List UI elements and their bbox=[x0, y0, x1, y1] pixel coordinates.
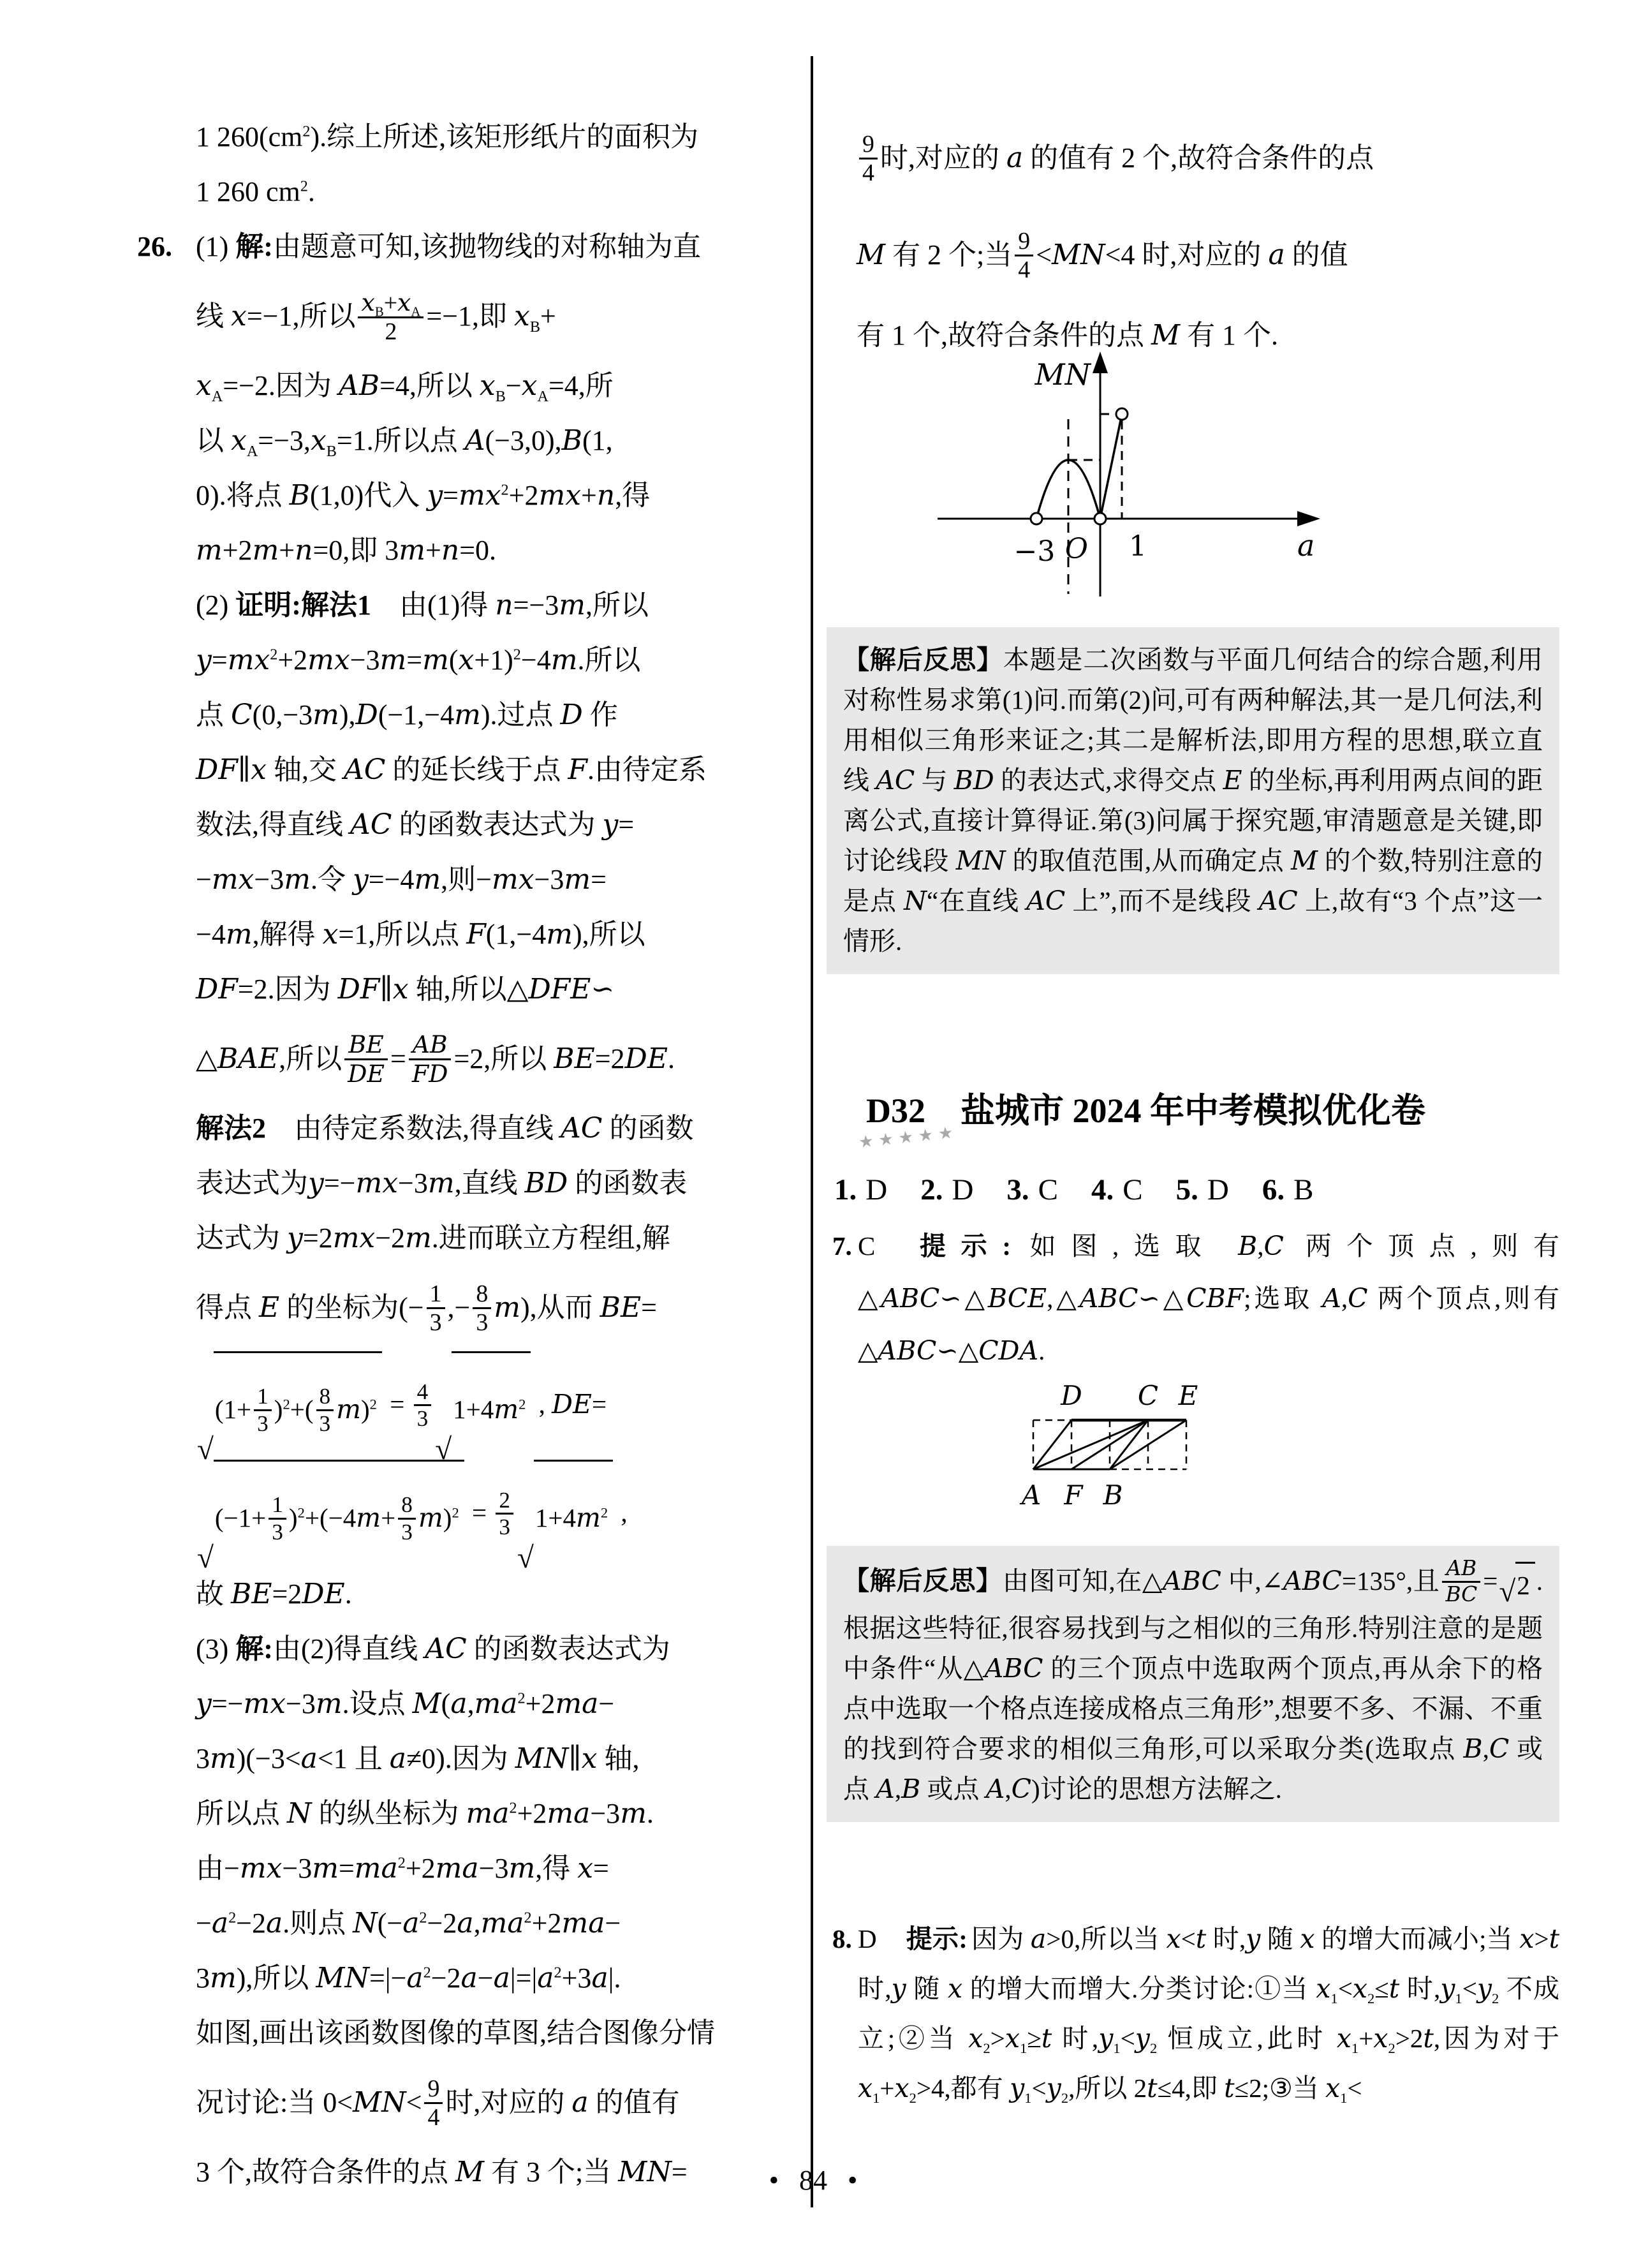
solution-text-line: 况讨论:当 0<MN< $\frac{9}{4}$ 时,对应的 a 的值有 bbox=[196, 2075, 680, 2131]
solution-text-line: 由$-mx-3m=ma^2+2ma-3m$,得 x= bbox=[196, 1852, 609, 1885]
y-axis-arrow bbox=[1093, 352, 1108, 373]
page-number bbox=[727, 2164, 899, 2197]
reflection-text: 由图可知,在△ABC 中,∠ABC=135°,且 $\frac{AB}{BC}$ = √ 2 .根据这些特征,很容易找到与之相似的三角形.特别注意的是题中条件“从△ABC 的三个顶点中选取两个顶点,再从余下的格点中选取一个格点连接成格点三角形”,想要不多、不漏、不重的找到符合要求的相似三角形,可以采取分类(选取点 B,C 或点 A,B 或点 A,C)讨论的思想方法解之. bbox=[843, 1556, 1543, 1805]
problem-7-solution bbox=[832, 1220, 1560, 1377]
y-axis-label: MN bbox=[1034, 357, 1091, 392]
section-title: 盐城市 2024 年中考模拟优化卷 bbox=[961, 1092, 1425, 1130]
solution-text-line: $\frac{9}{4}$ 时,对应的 a 的值有 2 个,故符合条件的点 bbox=[857, 110, 1561, 207]
solution-text-line: 0).将点 B(1,0)代入 $y=mx^2+2mx+n$,得 bbox=[196, 479, 651, 512]
answer-number: 2. bbox=[920, 1173, 943, 1206]
hint-label: 提示: bbox=[904, 1231, 1011, 1261]
solution-text-line: −4m,解得 x=1,所以点 F(1,−4m),所以 bbox=[196, 918, 645, 951]
choice-answer bbox=[920, 1173, 973, 1206]
solution-text-line: −mx−3m.令 y=−4m,则−mx−3m= bbox=[196, 863, 607, 896]
solution-text-line: √ (1+ $\frac{1}{3}$ )$^2$+( $\frac{8}{3}$ m)$^2$ = $\frac{4}{3}$ √ $1+4m^2$ , DE= bbox=[196, 1350, 795, 1458]
left-column bbox=[137, 110, 795, 2200]
answer-number: 6. bbox=[1262, 1173, 1285, 1206]
origin-label: O bbox=[1064, 533, 1088, 565]
solution-text-line: 1 $260(cm^2)$.综上所述,该矩形纸片的面积为 bbox=[196, 121, 699, 152]
problem-number: 8. bbox=[832, 1924, 852, 1953]
solution-text-line: (3) 解:由(2)得直线 AC 的函数表达式为 bbox=[196, 1633, 670, 1665]
section-code bbox=[857, 1091, 959, 1152]
problem-number: 7. bbox=[832, 1231, 852, 1261]
open-point-top bbox=[1116, 408, 1128, 420]
ray-segment bbox=[1100, 420, 1121, 519]
segment-AC bbox=[1033, 1420, 1148, 1469]
choice-answer bbox=[1091, 1173, 1143, 1206]
solution-text-line: DF∥x 轴,交 AC 的延长线于点 F.由待定系 bbox=[196, 753, 707, 786]
x-axis-arrow bbox=[1297, 511, 1320, 526]
solution-text-line: 所以点 N 的纵坐标为 $ma^2+2ma-3m$. bbox=[196, 1797, 654, 1830]
section-code-text: D32 bbox=[866, 1092, 925, 1130]
reflection-label: 【解后反思】 bbox=[843, 645, 1003, 674]
solution-text-line: √ (−1+ $\frac{1}{3}$ )$^2$+(−4m+ $\frac{8}{3}$ m)$^2$ = $\frac{2}{3}$ √ $1+4m^2$ , bbox=[196, 1458, 795, 1567]
lattice-grid-figure bbox=[1005, 1359, 1260, 1528]
answer-number: 3. bbox=[1006, 1173, 1029, 1206]
x-tick-1: 1 bbox=[1129, 530, 1147, 563]
solution-text-line: m+2m+n=0,即 3m+n=0. bbox=[196, 534, 497, 567]
solution-text-line: 故 BE=2DE. bbox=[196, 1578, 352, 1610]
solution-text-line: M 有 2 个;当 $\frac{9}{4}$ <MN<4 时,对应的 a 的值 bbox=[857, 228, 1348, 284]
reflection-text: 本题是二次函数与平面几何结合的综合题,利用对称性易求第(1)问.而第(2)问,可有两种解法,其一是几何法,利用相似三角形来证之;其二是解析法,即用方程的思想,联立直线 AC 与 BD 的表达式,求得交点 E 的坐标,再利用两点间的距离公式,直接计算得证.第(3)问属于探究题,审清题意是关键,即讨论线段 MN 的取值范围,从而确定点 M 的个数,特别注意的是点 N“在直线 AC 上”,而不是线段 AC 上,故有“3 个点”这一情形. bbox=[843, 645, 1543, 956]
answer-letter: D bbox=[865, 1173, 888, 1206]
reflection-box-7 bbox=[827, 1546, 1559, 1822]
open-point-origin bbox=[1094, 513, 1106, 524]
point-label-F: F bbox=[1064, 1479, 1083, 1511]
solution-text-line: (2) 证明:解法1 由(1)得 n=−3m,所以 bbox=[196, 589, 649, 621]
choice-answers-row bbox=[834, 1173, 1346, 1207]
solution-text-line: 3 个,故符合条件的点 M 有 3 个;当 MN= bbox=[196, 2156, 688, 2188]
hint-text: 因为 a>0,所以当 x<t 时,y 随 x 的增大而减小;当 x>t 时,y 随 x 的增大而增大.分类讨论:①当 $x_1<x_2\le t$ 时$,y_1<y_2$ 不成立;②当 $x_2>x_1\ge t$ 时$,y_1<y_2$ 恒成立,此时 $x_1+x_2>2t$,因为对于 $x_1+x_2>4$,都有 $y_1<y_2$,所以 2t≤4,即 t≤2;③当 $x_1<$ bbox=[858, 1923, 1560, 2107]
solution-text-line: 如图,画出该函数图像的草图,结合图像分情 bbox=[196, 2017, 715, 2049]
footer-page-number: 84 bbox=[799, 2165, 827, 2196]
choice-answer bbox=[1006, 1173, 1058, 1206]
left-column-lines bbox=[137, 110, 795, 2200]
right-column bbox=[857, 110, 1561, 367]
open-point-neg3 bbox=[1031, 513, 1042, 524]
solution-text-line: 3m)(−3<a<1 且 a≠0).因为 MN∥x 轴, bbox=[196, 1742, 640, 1775]
point-label-B: B bbox=[1103, 1479, 1123, 1511]
answer-letter: D bbox=[858, 1924, 877, 1953]
column-divider bbox=[811, 56, 813, 2207]
solution-text-line: 得点 E 的坐标为(− $\frac{1}{3}$ ,− $\frac{8}{3}$ m),从而 BE= bbox=[196, 1280, 657, 1337]
function-sketch-graph bbox=[912, 348, 1333, 606]
footer-dot: • bbox=[848, 2165, 858, 2196]
answer-letter: C bbox=[1123, 1173, 1143, 1206]
choice-answer bbox=[1176, 1173, 1229, 1206]
reflection-box-26 bbox=[827, 627, 1559, 974]
solution-text-line: $x_A=-2$.因为 AB=4,所以 $x_B-x_A=4$,所 bbox=[196, 369, 614, 405]
choice-answer bbox=[834, 1173, 887, 1206]
answer-number: 4. bbox=[1091, 1173, 1114, 1206]
answer-number: 5. bbox=[1175, 1173, 1198, 1206]
point-label-A: A bbox=[1021, 1479, 1042, 1511]
answer-letter: C bbox=[858, 1231, 876, 1261]
solution-text-line: y=−mx−3m.设点 $M(a,ma^2+2ma-$ bbox=[196, 1687, 615, 1720]
hint-label: 提示: bbox=[906, 1924, 968, 1953]
point-label-C: C bbox=[1137, 1380, 1159, 1411]
solution-text-line: 表达式为y=−mx−3m,直线 BD 的函数表 bbox=[196, 1167, 688, 1199]
answer-letter: B bbox=[1293, 1173, 1314, 1206]
solution-text-line: 有 1 个,故符合条件的点 M 有 1 个. bbox=[857, 319, 1279, 352]
answer-letter: C bbox=[1038, 1173, 1059, 1206]
answer-letter: D bbox=[1207, 1173, 1229, 1206]
answer-number: 1. bbox=[834, 1173, 857, 1206]
solution-text-line: $y=mx^2+2mx-3m=m(x+1)^2-4m$.所以 bbox=[196, 644, 641, 676]
solution-text-line: 3m),所以 $MN=|-a^2-2a-a|=|a^2+3a|$. bbox=[196, 1962, 621, 1994]
solution-text-line: 1 260 $cm^2$. bbox=[196, 176, 315, 207]
hint-text: 如图,选取 B,C 两个顶点,则有△ABC∽△BCE,△ABC∽△CBF;选取 A,C 两个顶点,则有△ABC∽△CDA. bbox=[858, 1231, 1560, 1366]
x-axis-label: a bbox=[1297, 528, 1315, 563]
choice-answer bbox=[1262, 1173, 1314, 1206]
point-label-D: D bbox=[1061, 1380, 1082, 1411]
solution-text-line: 线 x=−1,所以 $\frac{x_B+x_A}{2}$ =−1,即 $x_B+$ bbox=[196, 288, 556, 345]
solution-text-line: △BAE,所以 $\frac{BE}{DE}$ = $\frac{AB}{FD}$ =2,所以 BE=2DE. bbox=[196, 1030, 675, 1088]
right-column-lines bbox=[857, 110, 1561, 367]
section-header bbox=[857, 1083, 1561, 1152]
solution-text-line: 数法,得直线 AC 的函数表达式为 y= bbox=[196, 808, 635, 841]
reflection-label: 【解后反思】 bbox=[843, 1566, 1003, 1596]
stars-decoration-icon: ★★★★★ bbox=[857, 1122, 959, 1152]
x-tick-neg3: −3 bbox=[1013, 535, 1056, 568]
solution-text-line: $-a^2-2a$.则点 $N(-a^2-2a,ma^2+2ma-$ bbox=[196, 1907, 621, 1939]
solution-text-line: 达式为 y=2mx−2m.进而联立方程组,解 bbox=[196, 1222, 670, 1254]
solution-text-line: 26. (1) 解:由题意可知,该抛物线的对称轴为直 bbox=[137, 231, 701, 262]
solution-text-line: DF=2.因为 DF∥x 轴,所以△DFE∽ bbox=[196, 973, 615, 1005]
solution-text-line: 以 $x_A=-3,x_B=1$.所以点 A(−3,0),B(1, bbox=[196, 424, 613, 460]
solution-text-line: 点 C(0,−3m),D(−1,−4m).过点 D 作 bbox=[196, 699, 618, 731]
point-label-E: E bbox=[1178, 1380, 1198, 1411]
footer-dot: • bbox=[769, 2165, 779, 2196]
answer-letter: D bbox=[952, 1173, 974, 1206]
solution-text-line: 解法2 由待定系数法,得直线 AC 的函数 bbox=[196, 1112, 694, 1145]
problem-8-solution bbox=[832, 1914, 1560, 2113]
